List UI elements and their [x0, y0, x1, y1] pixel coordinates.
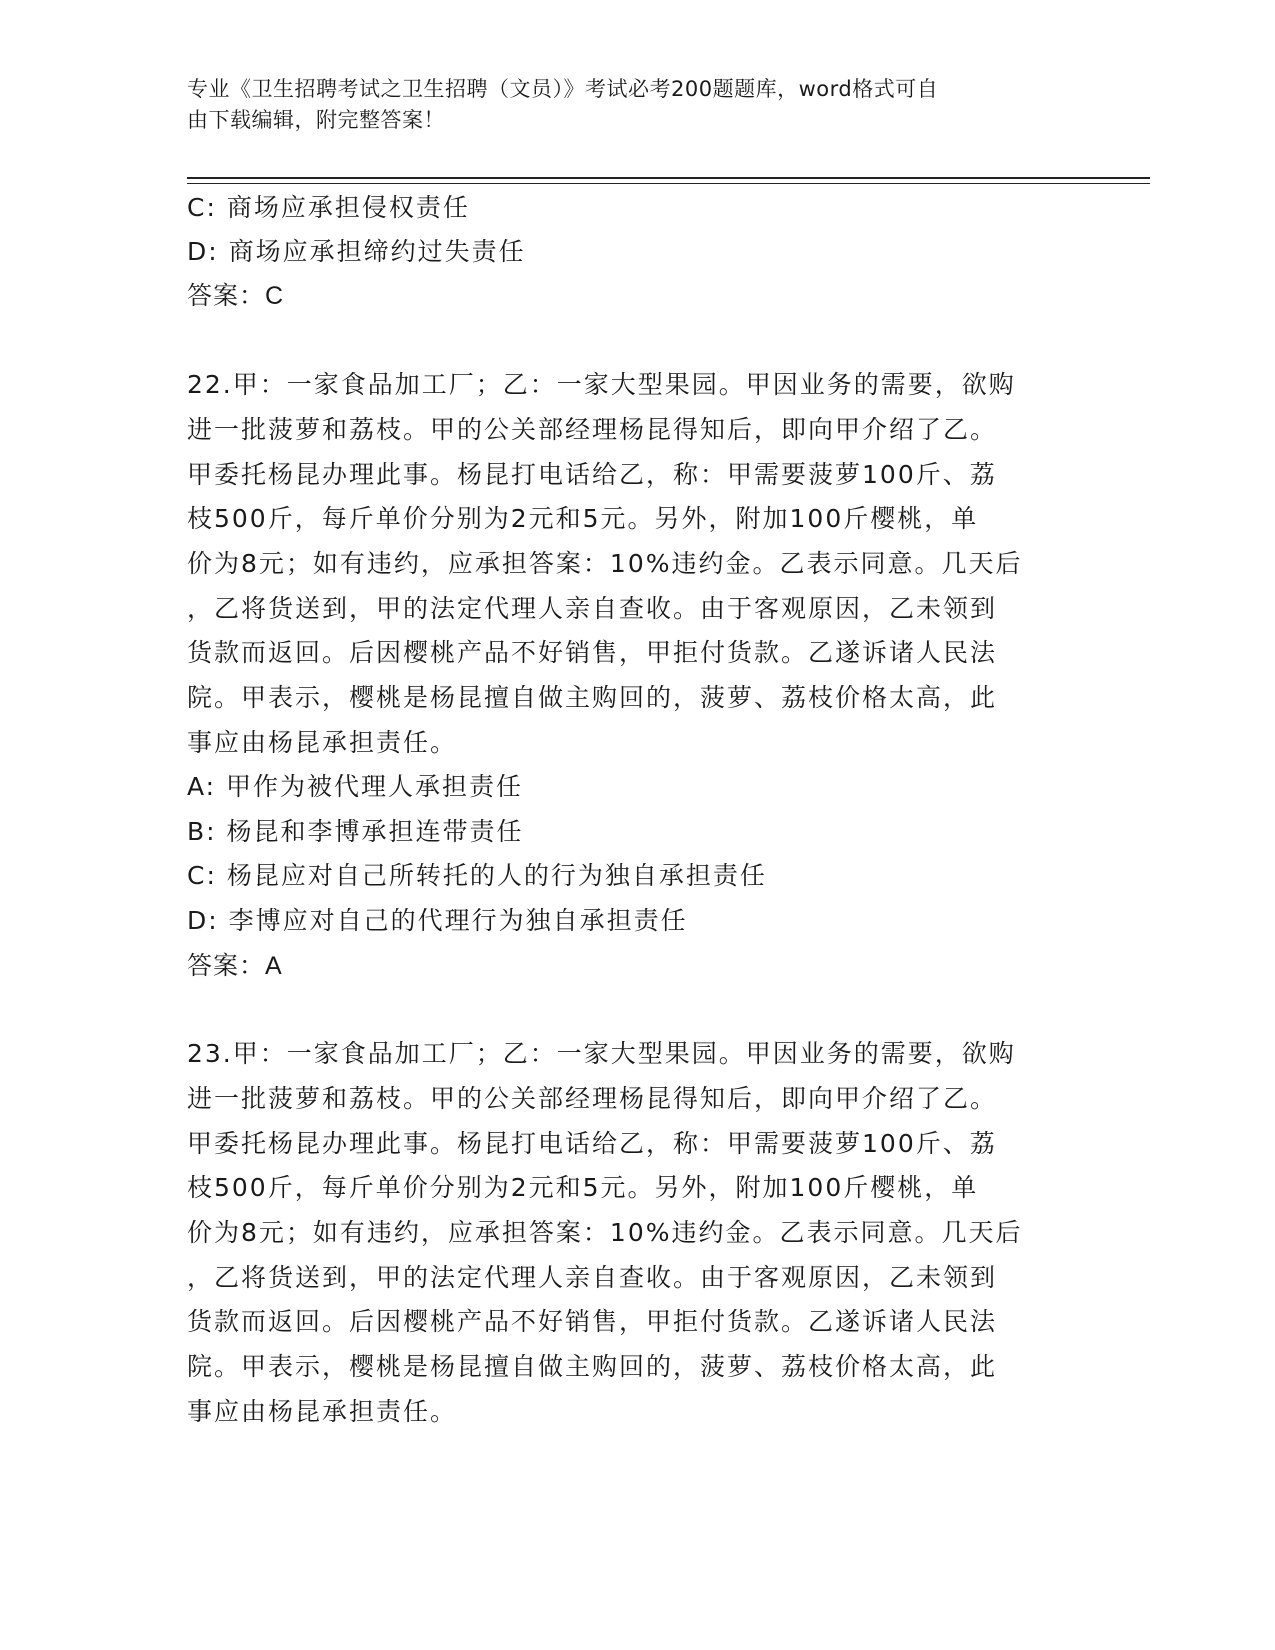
q23-stem-line: 价为8元；如有违约，应承担答案：10%违约金。乙表示同意。几天后 — [187, 1218, 1023, 1247]
q22-option-c: C: 杨昆应对自己所转托的人的行为独自承担责任 — [187, 861, 767, 890]
q22-stem-line: 进一批菠萝和荔枝。甲的公关部经理杨昆得知后，即向甲介绍了乙。 — [187, 415, 998, 444]
q22-option-d: D: 李博应对自己的代理行为独自承担责任 — [187, 906, 688, 935]
q22-option-b: B: 杨昆和李博承担连带责任 — [187, 817, 524, 846]
q22-answer: 答案：A — [187, 952, 283, 980]
q22-stem-line: 枝500斤，每斤单价分别为2元和5元。另外，附加100斤樱桃，单 — [187, 504, 979, 533]
header-divider-thick — [187, 177, 1150, 179]
q23-stem-line: 货款而返回。后因樱桃产品不好销售，甲拒付货款。乙遂诉诸人民法 — [187, 1307, 998, 1336]
q23-stem-line: 事应由杨昆承担责任。 — [187, 1397, 458, 1426]
q22-stem-line: 价为8元；如有违约，应承担答案：10%违约金。乙表示同意。几天后 — [187, 549, 1023, 578]
q22-stem-line: 院。甲表示，樱桃是杨昆擅自做主购回的，菠萝、荔枝价格太高，此 — [187, 683, 998, 712]
header-line-2: 由下载编辑，附完整答案！ — [187, 108, 445, 132]
header-divider-thin — [187, 183, 1150, 184]
page-header — [187, 74, 1067, 136]
q22-stem-line: ，乙将货送到，甲的法定代理人亲自查收。由于客观原因，乙未领到 — [187, 594, 998, 623]
q23-stem-line: 甲委托杨昆办理此事。杨昆打电话给乙，称：甲需要菠萝100斤、荔 — [187, 1129, 997, 1158]
q23-stem-line: 院。甲表示，樱桃是杨昆擅自做主购回的，菠萝、荔枝价格太高，此 — [187, 1352, 998, 1381]
q21-option-d: D: 商场应承担缔约过失责任 — [187, 237, 526, 266]
q21-answer: 答案：C — [187, 282, 285, 310]
q23-stem-line: 枝500斤，每斤单价分别为2元和5元。另外，附加100斤樱桃，单 — [187, 1173, 979, 1202]
header-line-1: 专业《卫生招聘考试之卫生招聘（文员）》考试必考200题题库，word格式可自 — [187, 77, 939, 101]
q23-stem-line: ，乙将货送到，甲的法定代理人亲自查收。由于客观原因，乙未领到 — [187, 1263, 998, 1292]
q22-stem-line: 货款而返回。后因樱桃产品不好销售，甲拒付货款。乙遂诉诸人民法 — [187, 638, 998, 667]
q22-option-a: A: 甲作为被代理人承担责任 — [187, 772, 524, 801]
q21-option-c: C: 商场应承担侵权责任 — [187, 193, 470, 222]
q23-stem-line: 23.甲：一家食品加工厂；乙：一家大型果园。甲因业务的需要，欲购 — [187, 1039, 1016, 1068]
q22-stem-line: 甲委托杨昆办理此事。杨昆打电话给乙，称：甲需要菠萝100斤、荔 — [187, 460, 997, 489]
q23-stem-line: 进一批菠萝和荔枝。甲的公关部经理杨昆得知后，即向甲介绍了乙。 — [187, 1084, 998, 1113]
q22-stem-line: 事应由杨昆承担责任。 — [187, 728, 458, 757]
q22-stem-line: 22.甲：一家食品加工厂；乙：一家大型果园。甲因业务的需要，欲购 — [187, 370, 1016, 399]
